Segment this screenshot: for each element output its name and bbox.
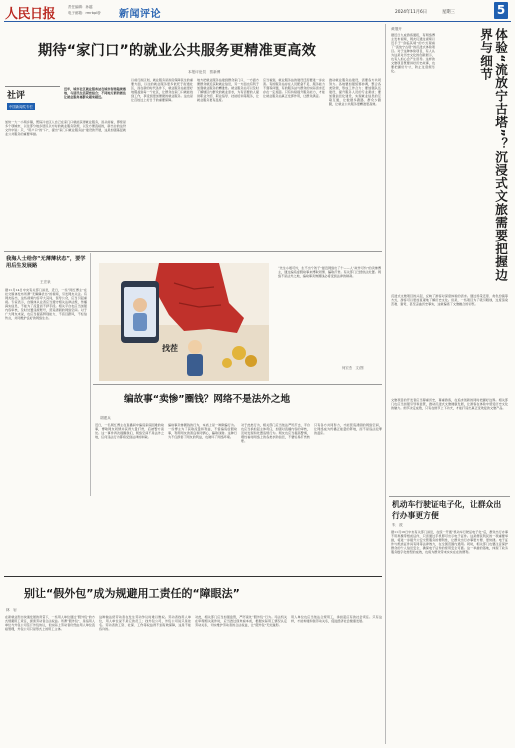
masthead-date: 2024年11月6日 [395, 10, 428, 15]
mid-col-2: 编故事卖惨圈钱的行为，本质上是一种欺骗行为。一些博主为了获取流量和利益，不惜编造虚假故事，利用网友的善良和同情心，骗取钱财。这种行为不仅损害了网友的利益，也破坏了网络环境。 [168, 423, 237, 440]
bottom-headline: 别让“假外包”成为规避用工责任的“障眼法” [24, 587, 240, 600]
cartoon-coin [232, 346, 246, 360]
cartoon-caption: “先生小姐可怜，生不出个孩子”最近网络出了个——人“故作可怜”的卖惨博主，通过编造虚假故事来博取同情、骗取打赏。有关部门已经依法处置。网络不是法外之地，编故事卖惨圈钱必将受到法律的制裁。 [278, 266, 381, 279]
mid-headline: 编故事“卖惨”圈钱？网络不是法外之地 [124, 394, 291, 405]
main-col-3: 地方把就业服务站建到群众家门口，一方面方便群众就近获取就业信息，另一方面也有利于加强就业服务的精准性。就业服务站可以及时了解辖区内群众的就业需求，为有需要的人提供职业介绍、职业指导、技能培训等服务，让就业服务更有温度。 [197, 78, 259, 103]
cartoon-figure [188, 340, 202, 354]
mid-top-rule [93, 384, 382, 385]
left-article-byline: 王宏泉 [40, 280, 51, 284]
page-number: 5 [496, 3, 506, 17]
main-col-2: 以前行政区划，就业服务是政府保障民生的重要方面，以往的就业服务更多依托于街道社区，而在新的时代条件下，就业服务站能更好地覆盖到每一个社区，让群众在家门口就能找到工作，享受到更加便捷的就业服务。这也是让百姓过上好日子的重要保障。 [131, 78, 193, 103]
main-col-4: 应当看到，就业服务站的建设还需要进一步完善。有的服务站存在人员配备不足、服务能力不强等问题，有的服务站与群众的实际需求还存在一定差距。只有持续提升服务能力，才能让就业服务站真正发挥作用，让群众满意。 [263, 78, 325, 99]
mid-col-4: 只有各方共同努力，才能营造清朗的网络空间，让网络成为传播正能量的阵地，而不是违法犯罪的温床。 [314, 423, 382, 436]
sidebar-subheadline: 机动车行驶证电子化，让群众出行办事更方便 [392, 500, 502, 520]
masthead-section: 新闻评论 [119, 9, 161, 20]
cartoon-author: 何宏杰 文/图 [342, 366, 364, 370]
main-byline: 本报评论员 蔡新博 [188, 70, 221, 74]
sidebar-lower-text: 文旅项目的开发者应当尊重历史，尊重游客，在追求创新的同时把握好边界。相关部门也应当加强引导和监管，推动沉浸式文旅健康发展，让游客在体验中感受历史文化的魅力。细节决定成败，只有在细节上下功夫，才能打造出真正受欢迎的文旅产品。 [391, 398, 508, 411]
masthead [0, 0, 515, 22]
cartoon-caption-title: 找茬 [162, 344, 178, 353]
editorial-tag-box [5, 86, 60, 114]
main-lead: 近年，城市社区就业服务站在城市街巷陆续落地，与居民生活紧密结合；不同地方新的做法让就业服务离群众越来越近。 [64, 87, 126, 100]
mid-col-3: 对于此类行为，相关部门应当依法严厉打击，平台也应当承担起主体责任，加强对直播内容的审核，及时发现和处置违规行为。网友也应当提高警惕，理性看待网络上的各类求助信息，不要轻易打赏转账。 [241, 423, 310, 444]
main-col-1: 加快一大一小两乡镇，既际冷社区人自己在家门口就能获得就业服务，而从前看，即使是多个项城市，以往部分地乡居民以方时的就业服务资源，以及方便直接的，新出台的这份文件中说：只，“用户口”的“口”，提出“家门口就业服务站”建设的开展，这是加强基层就业公共服务的重要举措。 [5, 120, 126, 137]
main-headline: 期待“家门口”的就业公共服务更精准更高效 [38, 43, 317, 59]
bottom-col-3: 对此，相关部门应当加强监管，严厉查处“假外包”行为。司法机关在审理相关案件时，应当透过现象看本质，根据实际用工情况认定劳动关系，切实维护劳动者的合法权益，让“假外包”无处遁形。 [195, 615, 287, 628]
cartoon-illustration [99, 263, 269, 381]
masthead-rule [4, 21, 511, 22]
editorial-tag-line: 中国新闻奖专栏 [9, 105, 33, 109]
sidebar-sub-byline: 朱 波 [392, 523, 403, 527]
sidebar-headline: 体验“流放宁古塔”？沉浸式文旅需要把握边界与细节 [478, 28, 508, 282]
bottom-col-4: 用人单位也应当依法合规用工，承担起应有的社会责任。只有这样，才能构建和谐劳动关系，促进经济社会健康发展。 [291, 615, 382, 624]
sidebar-bottom-text: 据11月16日中央有关部门消息，在统一开通“机动车行驶证电子化”后，群众出行办事不用再携带纸质证件，只需通过手机即可出示电子证件。这是便民利民的一项重要举措，将进一步提升公安交管服务的便利性，让群众出行办事更方便、更快捷。电子证件与纸质证件具有同等法律效力，在全国范围内通用。同时，相关部门也要注意保护群众的个人信息安全，确保电子证件的使用安全可靠。这一举措的落地，体现了政务服务数字化转型的成效，也将为群众带来实实在在的便利。 [391, 530, 508, 555]
left-article-title: 我海人士给你“无薄薄状态”，要学用后生发展路 [6, 256, 86, 269]
bottom-col-2: 这种做法使劳动者在发生劳动争议时难以维权。劳动者找用人单位，用人单位说不是它的员工；找外包公司，外包公司说只是挂名。劳动者的工资、社保、工伤等权益得不到有效保障，这是不能容许的。 [99, 615, 191, 632]
masthead-email: 电子邮箱：rmrbpl@ [68, 11, 101, 15]
cartoon-svg [99, 263, 269, 381]
masthead-editor: 责任编辑：孙越 [68, 5, 93, 9]
main-col-5: 推动就业服务站建设，需要各方共同努力。各地要加强统筹协调，整合各类资源，形成工作合力；要加强队伍建设，提升服务人员的专业素质；要加强信息化建设，实现就业信息的互联互通，让数据多跑路、群众少跑腿，让就业公共服务更精准更高效。 [329, 78, 381, 107]
masthead-logo: 人民日报 [5, 7, 56, 22]
main-bottom-rule [4, 251, 382, 252]
editorial-tag: 社评 [7, 91, 26, 101]
masthead-weekday: 星期三 [442, 10, 455, 15]
page-number-badge [494, 2, 508, 19]
mid-col-1: 近日，一名网红博主在直播间中编造家庭困难的故事，博取网友同情并获得大量打赏，后被警方查处。这一事件再次提醒我们，网络空间不是法外之地，任何违法行为都将受到法律的制裁。 [95, 423, 164, 440]
sidebar-mid-rule [389, 496, 510, 497]
left-column-divider [90, 253, 91, 496]
sidebar-top-text: 据近日九成游客通报，有网络博主发布视频，网友们通过视频以近乎于“身临其境”的方式观看了“流放宁古塔”的沉浸式体验项目。对于这种体验项目，有人认为这是对历史文化的创新展示，也有人担心会产生误导。这样的文旅项目既要讲好历史故事，也要把握好分寸，防止过度娱乐化。 [391, 33, 435, 74]
sidebar-mid-text: 沉浸式文旅项目的兴起，反映了游客对深度体验的需求。通过场景还原、角色扮演等方式，游客可以更加直观地了解历史文化。但是，一些项目为了吸引眼球，过度渲染苦难、猎奇，甚至歪曲历史事实，这就偏离了文旅融合的初衷。 [391, 294, 508, 307]
mid-byline: 胡建兵 [100, 416, 111, 420]
bottom-byline: 林 岩 [6, 608, 17, 612]
sidebar-divider [385, 24, 386, 744]
bottom-col-1: 在新就业形态快速发展的背景下，一些用人单位通过“假外包”的方式规避用工责任，损害劳动者合法权益。所谓“假外包”，是指用人单位与外包公司签订外包协议，但实际上劳动者仍然由用人单位直接管理，外包公司只是形式上的用工主体。 [5, 615, 95, 632]
bottom-top-rule [4, 576, 382, 577]
sidebar-byline: 黄继开 [391, 27, 402, 31]
left-article-body: 据11月14日中央有关部门消息，近日，一些“网红博主”在社交媒体发布所谓“无薄薄状态”的视频，引发网友关注。有网友指出，这些视频内容夸大其词，误导公众，应当引起重视。专家表示，自媒体从业者应当遵守相关法律法规，传播真实信息，不能为了流量而不择手段。相关平台也应当加强内容审核，及时处置违规账号，营造清朗的网络空间。对于广大网友来说，也应当提高辨别能力，不盲目跟风，不轻信传言，共同维护良好的网络生态。 [5, 288, 87, 321]
